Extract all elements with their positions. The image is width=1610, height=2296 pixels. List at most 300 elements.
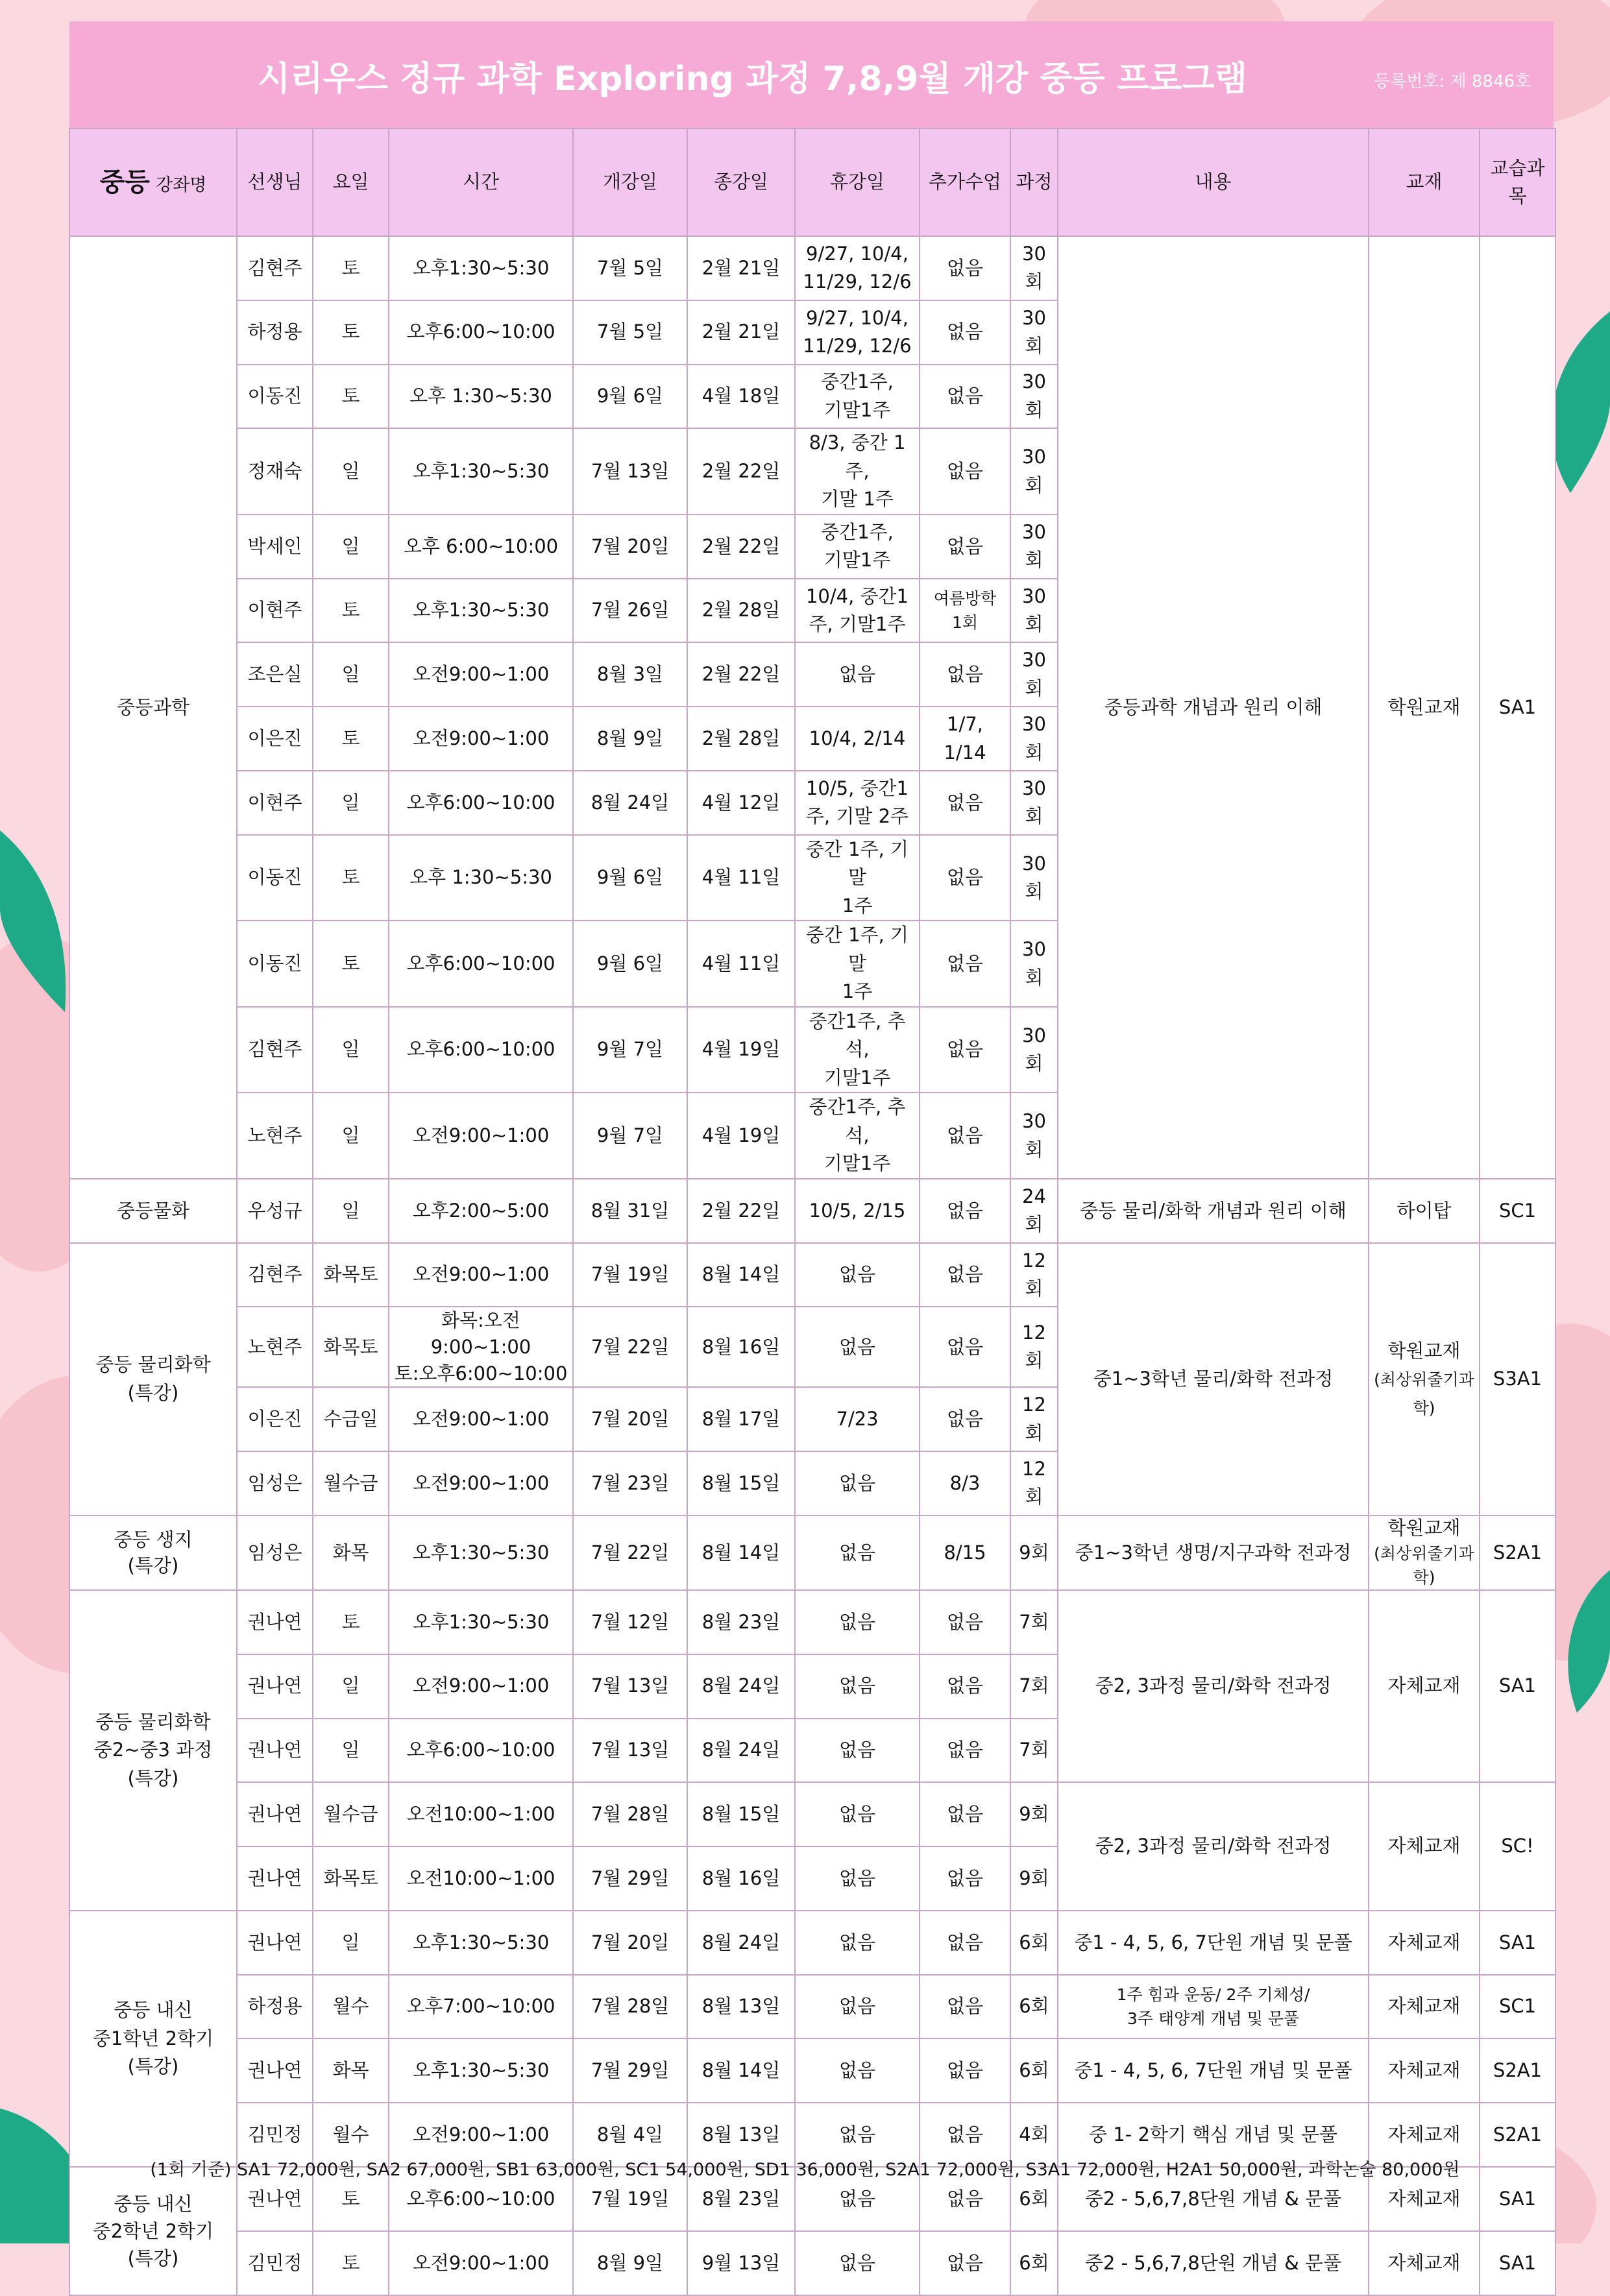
time-cell: 오후1:30~5:30 <box>389 236 573 300</box>
start-cell: 8월 9일 <box>573 2231 687 2295</box>
textbook-cell: 자체교재 <box>1369 2038 1480 2103</box>
time-cell: 오후6:00~10:00 <box>389 771 573 835</box>
header-start: 개강일 <box>573 128 687 236</box>
start-cell: 7월 28일 <box>573 1975 687 2039</box>
sessions-cell: 12회 <box>1010 1307 1058 1387</box>
end-cell: 8월 23일 <box>687 2167 795 2231</box>
day-cell: 토 <box>313 236 389 300</box>
start-cell: 7월 13일 <box>573 1719 687 1783</box>
start-cell: 7월 13일 <box>573 428 687 514</box>
content-cell: 1주 힘과 운동/ 2주 기체성/ 3주 태양계 개념 및 문풀 <box>1058 1975 1369 2039</box>
extra-cell: 없음 <box>920 1590 1010 1654</box>
sessions-cell: 6회 <box>1010 2038 1058 2103</box>
teacher-cell: 하정용 <box>237 1975 313 2039</box>
day-cell: 월수금 <box>313 1451 389 1516</box>
teacher-cell: 이동진 <box>237 365 313 429</box>
table-row <box>69 1179 1555 1243</box>
time-cell: 오후6:00~10:00 <box>389 300 573 365</box>
content-cell: 중 1- 2학기 핵심 개념 및 문풀 <box>1058 2103 1369 2167</box>
end-cell: 2월 21일 <box>687 236 795 300</box>
end-cell: 2월 22일 <box>687 642 795 707</box>
textbook-cell: 하이탑 <box>1369 1179 1480 1243</box>
break-cell: 없음 <box>795 1516 920 1590</box>
teacher-cell: 김현주 <box>237 1243 313 1307</box>
time-cell: 화목:오전9:00~1:00 토:오후6:00~10:00 <box>389 1307 573 1387</box>
time-cell: 오후 1:30~5:30 <box>389 365 573 429</box>
extra-cell: 1/7, 1/14 <box>920 707 1010 771</box>
start-cell: 8월 24일 <box>573 771 687 835</box>
time-cell: 오전9:00~1:00 <box>389 1243 573 1307</box>
time-cell: 오후1:30~5:30 <box>389 1516 573 1590</box>
teacher-cell: 김민정 <box>237 2231 313 2295</box>
course-name: 중등과학 <box>69 236 237 1179</box>
day-cell: 일 <box>313 514 389 579</box>
content-cell: 중1~3학년 물리/화학 전과정 <box>1058 1243 1369 1516</box>
end-cell: 8월 13일 <box>687 2103 795 2167</box>
subject-cell: S3A1 <box>1480 1243 1555 1516</box>
teacher-cell: 권나연 <box>237 1911 313 1975</box>
header-day: 요일 <box>313 128 389 236</box>
sessions-cell: 30회 <box>1010 428 1058 514</box>
extra-cell: 없음 <box>920 2103 1010 2167</box>
teacher-cell: 이현주 <box>237 579 313 643</box>
break-cell: 없음 <box>795 1654 920 1719</box>
subject-cell: SC1 <box>1480 1179 1555 1243</box>
time-cell: 오전9:00~1:00 <box>389 1654 573 1719</box>
sessions-cell: 9회 <box>1010 1782 1058 1846</box>
time-cell: 오전9:00~1:00 <box>389 707 573 771</box>
teacher-cell: 권나연 <box>237 1719 313 1783</box>
end-cell: 4월 11일 <box>687 921 795 1007</box>
start-cell: 7월 22일 <box>573 1516 687 1590</box>
day-cell: 토 <box>313 835 389 921</box>
time-cell: 오후6:00~10:00 <box>389 1007 573 1093</box>
end-cell: 8월 14일 <box>687 2038 795 2103</box>
teacher-cell: 권나연 <box>237 2038 313 2103</box>
sessions-cell: 30회 <box>1010 365 1058 429</box>
start-cell: 8월 31일 <box>573 1179 687 1243</box>
end-cell: 4월 18일 <box>687 365 795 429</box>
day-cell: 월수 <box>313 1975 389 2039</box>
break-cell: 10/4, 2/14 <box>795 707 920 771</box>
day-cell: 토 <box>313 1590 389 1654</box>
subject-cell: S2A1 <box>1480 2038 1555 2103</box>
day-cell: 일 <box>313 1719 389 1783</box>
subject-cell: SA1 <box>1480 1590 1555 1782</box>
time-cell: 오전10:00~1:00 <box>389 1782 573 1846</box>
time-cell: 오후1:30~5:30 <box>389 2038 573 2103</box>
teacher-cell: 정재숙 <box>237 428 313 514</box>
day-cell: 일 <box>313 428 389 514</box>
end-cell: 2월 28일 <box>687 579 795 643</box>
teacher-cell: 조은실 <box>237 642 313 707</box>
teacher-cell: 임성은 <box>237 1516 313 1590</box>
time-cell: 오전9:00~1:00 <box>389 1451 573 1516</box>
sessions-cell: 24회 <box>1010 1179 1058 1243</box>
content-cell: 중1 - 4, 5, 6, 7단원 개념 및 문풀 <box>1058 1911 1369 1975</box>
textbook-cell: 자체교재 <box>1369 1782 1480 1911</box>
extra-cell: 없음 <box>920 1387 1010 1451</box>
time-cell: 오전10:00~1:00 <box>389 1846 573 1911</box>
end-cell: 8월 16일 <box>687 1307 795 1387</box>
table-row <box>69 2231 1555 2295</box>
course-name: 중등 내신 중1학년 2학기 (특강) <box>69 1911 237 2167</box>
teacher-cell: 김현주 <box>237 236 313 300</box>
end-cell: 4월 19일 <box>687 1093 795 1179</box>
start-cell: 7월 22일 <box>573 1307 687 1387</box>
sessions-cell: 12회 <box>1010 1451 1058 1516</box>
day-cell: 토 <box>313 300 389 365</box>
day-cell: 토 <box>313 2231 389 2295</box>
extra-cell: 8/3 <box>920 1451 1010 1516</box>
time-cell: 오전9:00~1:00 <box>389 2103 573 2167</box>
time-cell: 오후1:30~5:30 <box>389 428 573 514</box>
extra-cell: 없음 <box>920 2231 1010 2295</box>
break-cell: 없음 <box>795 1307 920 1387</box>
start-cell: 9월 6일 <box>573 835 687 921</box>
break-cell: 없음 <box>795 1911 920 1975</box>
extra-cell: 없음 <box>920 1911 1010 1975</box>
break-cell: 중간 1주, 기말 1주 <box>795 835 920 921</box>
extra-cell: 없음 <box>920 1719 1010 1783</box>
break-cell: 9/27, 10/4, 11/29, 12/6 <box>795 236 920 300</box>
sessions-cell: 30회 <box>1010 514 1058 579</box>
break-cell: 없음 <box>795 2231 920 2295</box>
subject-cell: SC1 <box>1480 1975 1555 2039</box>
start-cell: 7월 28일 <box>573 1782 687 1846</box>
sessions-cell: 9회 <box>1010 1846 1058 1911</box>
day-cell: 화목토 <box>313 1846 389 1911</box>
break-cell: 10/5, 중간1 주, 기말 2주 <box>795 771 920 835</box>
start-cell: 7월 26일 <box>573 579 687 643</box>
textbook-cell: 학원교재 (최상위줄기과학) <box>1369 1516 1480 1590</box>
content-cell: 중2 - 5,6,7,8단원 개념 & 문풀 <box>1058 2167 1369 2231</box>
extra-cell: 없음 <box>920 1243 1010 1307</box>
extra-cell: 없음 <box>920 921 1010 1007</box>
table-row <box>69 1911 1555 1975</box>
header-subject: 교습과목 <box>1480 128 1555 236</box>
extra-cell: 8/15 <box>920 1516 1010 1590</box>
subject-cell: SA1 <box>1480 236 1555 1179</box>
day-cell: 토 <box>313 707 389 771</box>
day-cell: 토 <box>313 2167 389 2231</box>
day-cell: 일 <box>313 1654 389 1719</box>
table-row <box>69 236 1555 300</box>
start-cell: 9월 7일 <box>573 1007 687 1093</box>
sessions-cell: 30회 <box>1010 707 1058 771</box>
sessions-cell: 30회 <box>1010 300 1058 365</box>
day-cell: 토 <box>313 921 389 1007</box>
extra-cell: 여름방학 1회 <box>920 579 1010 643</box>
break-cell: 없음 <box>795 1846 920 1911</box>
day-cell: 화목토 <box>313 1243 389 1307</box>
header-course: 중등 강좌명 <box>69 128 237 236</box>
start-cell: 7월 20일 <box>573 1387 687 1451</box>
time-cell: 오후1:30~5:30 <box>389 1911 573 1975</box>
sessions-cell: 30회 <box>1010 579 1058 643</box>
table-row <box>69 1243 1555 1307</box>
break-cell: 7/23 <box>795 1387 920 1451</box>
header-teacher: 선생님 <box>237 128 313 236</box>
content-cell: 중등과학 개념과 원리 이해 <box>1058 236 1369 1179</box>
day-cell: 일 <box>313 642 389 707</box>
end-cell: 9월 13일 <box>687 2231 795 2295</box>
end-cell: 2월 21일 <box>687 300 795 365</box>
course-name: 중등 내신 중2학년 2학기 (특강) <box>69 2167 237 2295</box>
time-cell: 오전9:00~1:00 <box>389 2231 573 2295</box>
header-content: 내용 <box>1058 128 1369 236</box>
start-cell: 8월 9일 <box>573 707 687 771</box>
break-cell: 8/3, 중간 1주, 기말 1주 <box>795 428 920 514</box>
textbook-cell: 자체교재 <box>1369 1975 1480 2039</box>
break-cell: 중간1주, 기말1주 <box>795 365 920 429</box>
extra-cell: 없음 <box>920 300 1010 365</box>
schedule-table <box>69 128 1556 2296</box>
time-cell: 오전9:00~1:00 <box>389 642 573 707</box>
header-break: 휴강일 <box>795 128 920 236</box>
time-cell: 오전9:00~1:00 <box>389 1387 573 1451</box>
teacher-cell: 김민정 <box>237 2103 313 2167</box>
time-cell: 오후6:00~10:00 <box>389 921 573 1007</box>
textbook-cell: 자체교재 <box>1369 1911 1480 1975</box>
extra-cell: 없음 <box>920 1975 1010 2039</box>
break-cell: 9/27, 10/4, 11/29, 12/6 <box>795 300 920 365</box>
sessions-cell: 30회 <box>1010 835 1058 921</box>
textbook-cell: 학원교재 (최상위줄기과학) <box>1369 1243 1480 1516</box>
start-cell: 7월 5일 <box>573 300 687 365</box>
start-cell: 7월 19일 <box>573 2167 687 2231</box>
day-cell: 일 <box>313 1007 389 1093</box>
end-cell: 8월 24일 <box>687 1654 795 1719</box>
teacher-cell: 노현주 <box>237 1093 313 1179</box>
subject-cell: SC! <box>1480 1782 1555 1911</box>
teacher-cell: 권나연 <box>237 2167 313 2231</box>
content-cell: 중2, 3과정 물리/화학 전과정 <box>1058 1590 1369 1782</box>
time-cell: 오후 6:00~10:00 <box>389 514 573 579</box>
break-cell: 10/5, 2/15 <box>795 1179 920 1243</box>
break-cell: 없음 <box>795 1243 920 1307</box>
start-cell: 7월 12일 <box>573 1590 687 1654</box>
title-banner <box>69 21 1554 128</box>
extra-cell: 없음 <box>920 2167 1010 2231</box>
registration-number: 등록번호: 제 8846호 <box>1374 72 1531 91</box>
extra-cell: 없음 <box>920 1307 1010 1387</box>
sessions-cell: 6회 <box>1010 1911 1058 1975</box>
time-cell: 오후6:00~10:00 <box>389 1719 573 1783</box>
end-cell: 8월 17일 <box>687 1387 795 1451</box>
end-cell: 8월 15일 <box>687 1782 795 1846</box>
header-textbook: 교재 <box>1369 128 1480 236</box>
time-cell: 오후7:00~10:00 <box>389 1975 573 2039</box>
extra-cell: 없음 <box>920 1093 1010 1179</box>
teacher-cell: 노현주 <box>237 1307 313 1387</box>
end-cell: 8월 24일 <box>687 1719 795 1783</box>
start-cell: 7월 20일 <box>573 514 687 579</box>
teacher-cell: 이은진 <box>237 707 313 771</box>
start-cell: 9월 7일 <box>573 1093 687 1179</box>
table-row <box>69 2038 1555 2103</box>
break-cell: 10/4, 중간1 주, 기말1주 <box>795 579 920 643</box>
start-cell: 9월 6일 <box>573 921 687 1007</box>
extra-cell: 없음 <box>920 771 1010 835</box>
table-row <box>69 1590 1555 1654</box>
start-cell: 7월 19일 <box>573 1243 687 1307</box>
start-cell: 7월 23일 <box>573 1451 687 1516</box>
sessions-cell: 30회 <box>1010 236 1058 300</box>
subject-cell: SA1 <box>1480 2167 1555 2231</box>
day-cell: 수금일 <box>313 1387 389 1451</box>
teacher-cell: 김현주 <box>237 1007 313 1093</box>
sessions-cell: 30회 <box>1010 921 1058 1007</box>
extra-cell: 없음 <box>920 835 1010 921</box>
end-cell: 8월 15일 <box>687 1451 795 1516</box>
extra-cell: 없음 <box>920 1007 1010 1093</box>
end-cell: 4월 19일 <box>687 1007 795 1093</box>
day-cell: 일 <box>313 771 389 835</box>
end-cell: 4월 11일 <box>687 835 795 921</box>
sessions-cell: 12회 <box>1010 1387 1058 1451</box>
teacher-cell: 이은진 <box>237 1387 313 1451</box>
time-cell: 오후 1:30~5:30 <box>389 835 573 921</box>
end-cell: 2월 22일 <box>687 428 795 514</box>
time-cell: 오전9:00~1:00 <box>389 1093 573 1179</box>
time-cell: 오후1:30~5:30 <box>389 579 573 643</box>
course-name: 중등 생지 (특강) <box>69 1516 237 1590</box>
end-cell: 8월 14일 <box>687 1243 795 1307</box>
sessions-cell: 4회 <box>1010 2103 1058 2167</box>
break-cell: 없음 <box>795 1719 920 1783</box>
end-cell: 8월 24일 <box>687 1911 795 1975</box>
break-cell: 없음 <box>795 1451 920 1516</box>
break-cell: 중간1주, 기말1주 <box>795 514 920 579</box>
break-cell: 중간1주, 추석, 기말1주 <box>795 1007 920 1093</box>
break-cell: 없음 <box>795 2103 920 2167</box>
break-cell: 없음 <box>795 1782 920 1846</box>
extra-cell: 없음 <box>920 428 1010 514</box>
sessions-cell: 30회 <box>1010 642 1058 707</box>
teacher-cell: 권나연 <box>237 1654 313 1719</box>
table-row <box>69 1516 1555 1590</box>
teacher-cell: 우성규 <box>237 1179 313 1243</box>
table-row <box>69 1782 1555 1846</box>
sessions-cell: 7회 <box>1010 1590 1058 1654</box>
sessions-cell: 6회 <box>1010 2167 1058 2231</box>
page-title: 시리우스 정규 과학 Exploring 과정 7,8,9월 개강 중등 프로그램 <box>258 60 1247 99</box>
header-time: 시간 <box>389 128 573 236</box>
day-cell: 화목토 <box>313 1307 389 1387</box>
end-cell: 2월 22일 <box>687 1179 795 1243</box>
teacher-cell: 임성은 <box>237 1451 313 1516</box>
break-cell: 중간1주, 추석, 기말1주 <box>795 1093 920 1179</box>
time-cell: 오후1:30~5:30 <box>389 1590 573 1654</box>
day-cell: 일 <box>313 1093 389 1179</box>
table-header-row <box>69 128 1555 236</box>
textbook-cell: 자체교재 <box>1369 2167 1480 2231</box>
teacher-cell: 권나연 <box>237 1590 313 1654</box>
start-cell: 8월 3일 <box>573 642 687 707</box>
teacher-cell: 이동진 <box>237 921 313 1007</box>
day-cell: 토 <box>313 365 389 429</box>
course-name: 중등물화 <box>69 1179 237 1243</box>
teacher-cell: 권나연 <box>237 1846 313 1911</box>
teacher-cell: 이현주 <box>237 771 313 835</box>
sessions-cell: 30회 <box>1010 1007 1058 1093</box>
sessions-cell: 30회 <box>1010 1093 1058 1179</box>
start-cell: 9월 6일 <box>573 365 687 429</box>
start-cell: 7월 20일 <box>573 1911 687 1975</box>
extra-cell: 없음 <box>920 236 1010 300</box>
subject-cell: SA1 <box>1480 2231 1555 2295</box>
header-end: 종강일 <box>687 128 795 236</box>
subject-cell: SA1 <box>1480 1911 1555 1975</box>
header-extra: 추가수업 <box>920 128 1010 236</box>
sessions-cell: 30회 <box>1010 771 1058 835</box>
extra-cell: 없음 <box>920 642 1010 707</box>
end-cell: 8월 13일 <box>687 1975 795 2039</box>
teacher-cell: 이동진 <box>237 835 313 921</box>
extra-cell: 없음 <box>920 1654 1010 1719</box>
teacher-cell: 하정용 <box>237 300 313 365</box>
break-cell: 없음 <box>795 2038 920 2103</box>
end-cell: 8월 14일 <box>687 1516 795 1590</box>
teacher-cell: 박세인 <box>237 514 313 579</box>
day-cell: 화목 <box>313 1516 389 1590</box>
extra-cell: 없음 <box>920 2038 1010 2103</box>
start-cell: 7월 13일 <box>573 1654 687 1719</box>
start-cell: 8월 4일 <box>573 2103 687 2167</box>
extra-cell: 없음 <box>920 1782 1010 1846</box>
subject-cell: S2A1 <box>1480 2103 1555 2167</box>
content-cell: 중등 물리/화학 개념과 원리 이해 <box>1058 1179 1369 1243</box>
textbook-cell: 학원교재 <box>1369 236 1480 1179</box>
day-cell: 월수 <box>313 2103 389 2167</box>
teacher-cell: 권나연 <box>237 1782 313 1846</box>
sessions-cell: 12회 <box>1010 1243 1058 1307</box>
end-cell: 2월 22일 <box>687 514 795 579</box>
content-cell: 중2, 3과정 물리/화학 전과정 <box>1058 1782 1369 1911</box>
break-cell: 없음 <box>795 642 920 707</box>
sessions-cell: 7회 <box>1010 1654 1058 1719</box>
sessions-cell: 9회 <box>1010 1516 1058 1590</box>
subject-cell: S2A1 <box>1480 1516 1555 1590</box>
day-cell: 일 <box>313 1911 389 1975</box>
table-row <box>69 1975 1555 2039</box>
content-cell: 중2 - 5,6,7,8단원 개념 & 문풀 <box>1058 2231 1369 2295</box>
course-name: 중등 물리화학 중2~중3 과정 (특강) <box>69 1590 237 1911</box>
day-cell: 월수금 <box>313 1782 389 1846</box>
header-sessions: 과정 <box>1010 128 1058 236</box>
break-cell: 없음 <box>795 1590 920 1654</box>
end-cell: 2월 28일 <box>687 707 795 771</box>
textbook-cell: 자체교재 <box>1369 2103 1480 2167</box>
content-cell: 중1 - 4, 5, 6, 7단원 개념 및 문풀 <box>1058 2038 1369 2103</box>
sessions-cell: 6회 <box>1010 2231 1058 2295</box>
textbook-cell: 자체교재 <box>1369 1590 1480 1782</box>
sessions-cell: 6회 <box>1010 1975 1058 2039</box>
price-footnote: (1회 기준) SA1 72,000원, SA2 67,000원, SB1 63,000원, SC1 54,000원, SD1 36,000원, S2A1 72,000원, S3A1 72,000원, H2A1 50,000원, 과학논술 80,000원 <box>150 2160 1460 2180</box>
day-cell: 일 <box>313 1179 389 1243</box>
content-cell: 중1~3학년 생명/지구과학 전과정 <box>1058 1516 1369 1590</box>
extra-cell: 없음 <box>920 514 1010 579</box>
day-cell: 토 <box>313 579 389 643</box>
break-cell: 없음 <box>795 2167 920 2231</box>
extra-cell: 없음 <box>920 1846 1010 1911</box>
end-cell: 8월 16일 <box>687 1846 795 1911</box>
break-cell: 없음 <box>795 1975 920 2039</box>
start-cell: 7월 5일 <box>573 236 687 300</box>
day-cell: 화목 <box>313 2038 389 2103</box>
course-name: 중등 물리화학 (특강) <box>69 1243 237 1516</box>
